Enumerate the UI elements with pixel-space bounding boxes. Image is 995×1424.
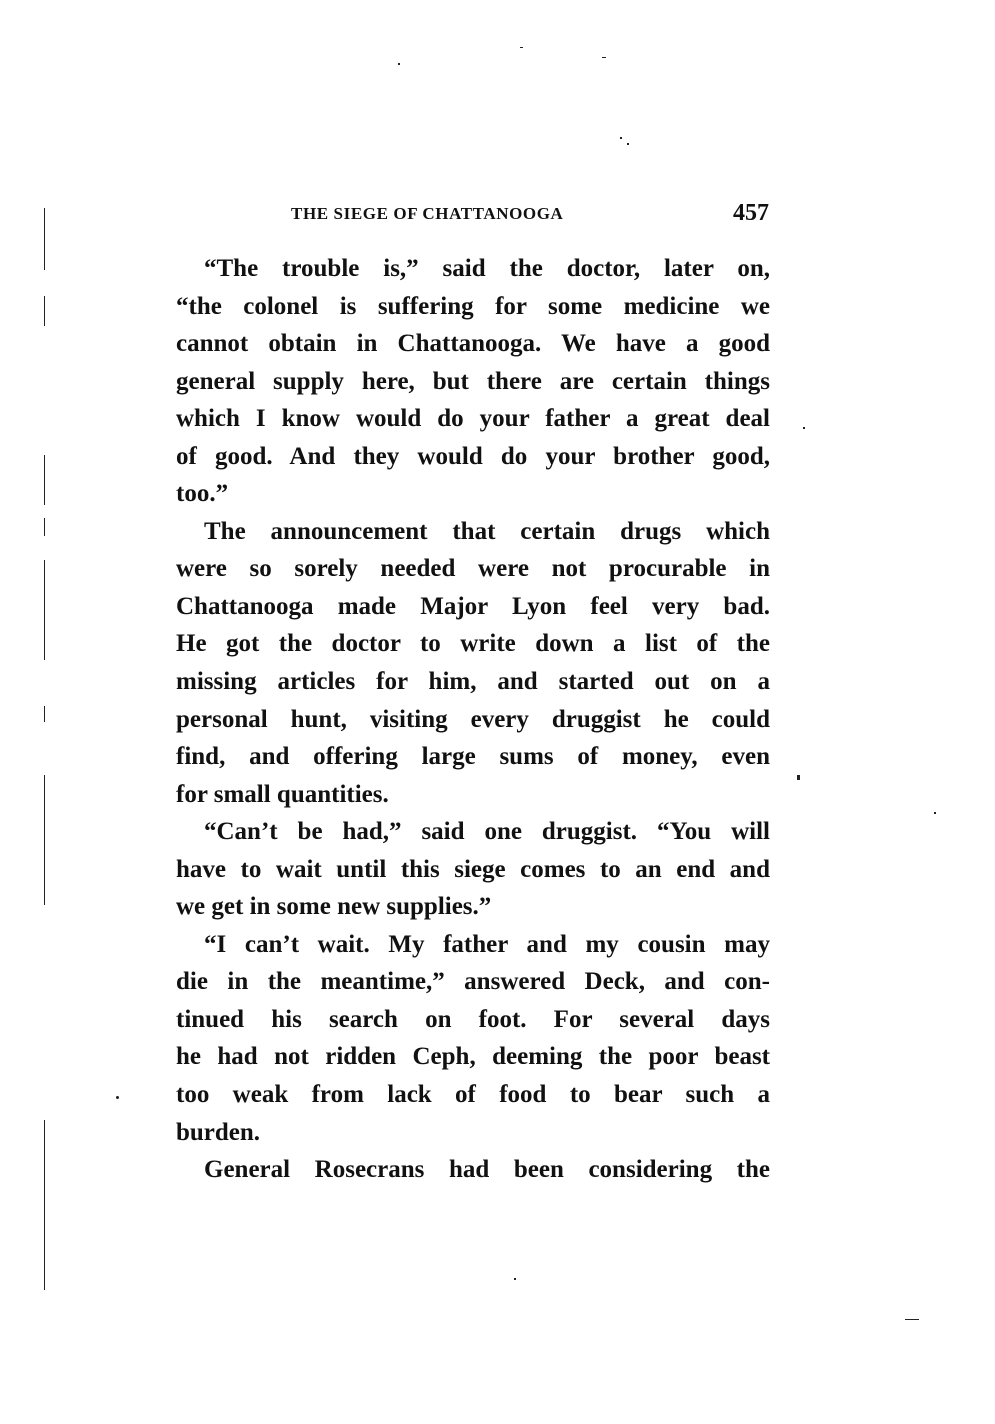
text-line: were so sorely needed were not procurable in	[176, 555, 770, 583]
text-line: general supply here, but there are certain things	[176, 367, 770, 395]
scan-edge-mark	[44, 775, 45, 905]
scan-speck	[797, 775, 800, 780]
text-line: of good. And they would do your brother good,	[176, 442, 770, 470]
scan-speck	[934, 812, 936, 814]
text-line: missing articles for him, and started out on a	[176, 668, 770, 696]
text-line: He got the doctor to write down a list of the	[176, 630, 770, 658]
text-line: burden.	[176, 1118, 261, 1146]
scan-edge-mark	[44, 560, 45, 660]
scan-speck	[514, 1278, 516, 1280]
text-line: cannot obtain in Chattanooga. We have a good	[176, 330, 770, 358]
text-line: we get in some new supplies.”	[176, 893, 492, 921]
scan-speck	[520, 47, 523, 48]
scan-edge-mark	[44, 296, 45, 326]
text-line: The announcement that certain drugs which	[204, 517, 770, 545]
text-line: “I can’t wait. My father and my cousin may	[204, 930, 770, 958]
text-line: Chattanooga made Major Lyon feel very bad.	[176, 592, 770, 620]
text-line: which I know would do your father a great deal	[176, 405, 770, 433]
scan-speck	[398, 63, 400, 65]
scan-edge-mark	[44, 455, 45, 505]
scan-edge-mark	[44, 208, 45, 270]
scan-edge-mark	[44, 706, 45, 722]
text-line: have to wait until this siege comes to an end and	[176, 855, 770, 883]
text-line: “The trouble is,” said the doctor, later on,	[204, 255, 770, 282]
page-number: 457	[733, 200, 769, 226]
scan-edge-mark	[44, 518, 45, 536]
text-line: “Can’t be had,” said one druggist. “You will	[204, 818, 770, 846]
text-line: tinued his search on foot. For several days	[176, 1005, 770, 1033]
text-line: “the colonel is suffering for some medicine we	[176, 292, 770, 320]
text-line: he had not ridden Ceph, deeming the poor beast	[176, 1043, 770, 1071]
scan-speck	[116, 1096, 119, 1099]
text-line: personal hunt, visiting every druggist he could	[176, 705, 770, 733]
page-header	[291, 200, 769, 230]
text-line: too weak from lack of food to bear such a	[176, 1081, 770, 1109]
scan-speck	[627, 143, 629, 145]
text-line: too.”	[176, 480, 229, 508]
running-title: THE SIEGE OF CHATTANOOGA	[291, 204, 564, 223]
scan-speck	[602, 57, 606, 58]
scan-speck	[803, 427, 805, 429]
text-line: for small quantities.	[176, 780, 389, 808]
scan-edge-mark	[44, 1120, 45, 1290]
text-line: die in the meantime,” answered Deck, and con-	[176, 968, 770, 996]
text-line: General Rosecrans had been considering the	[204, 1156, 770, 1184]
scan-speck	[620, 137, 622, 139]
body-text	[176, 250, 770, 1189]
text-line: find, and offering large sums of money, even	[176, 743, 770, 771]
scan-speck	[905, 1319, 919, 1320]
